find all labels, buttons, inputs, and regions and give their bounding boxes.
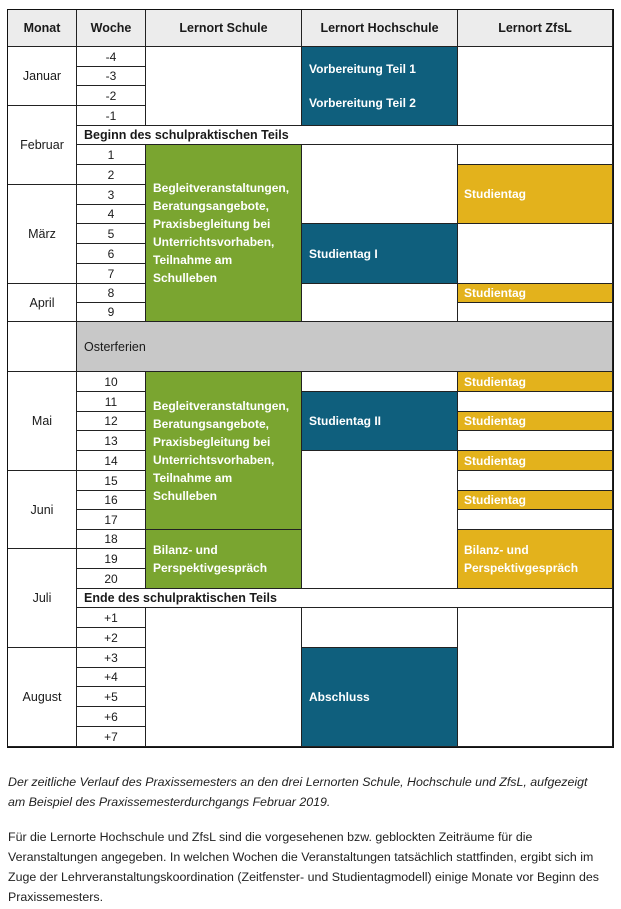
month-empty-osterferien [8,322,77,372]
week-cell: 2 [77,165,146,185]
week-cell: 1 [77,145,146,165]
schule-bilanzgespraech: Bilanz- und Perspektivgespräch [146,530,302,589]
week-cell: 14 [77,451,146,471]
zfsl-empty-cell [458,431,613,451]
month-august: August [8,648,77,747]
week-cell: 13 [77,431,146,451]
week-cell: 11 [77,392,146,412]
zfsl-studientag: Studientag [458,491,613,510]
week-cell: 3 [77,185,146,205]
week-cell: +7 [77,727,146,747]
month-juni: Juni [8,471,77,549]
zfsl-empty-cell [458,471,613,491]
zfsl-empty-cell [458,510,613,530]
week-cell: 15 [77,471,146,491]
week-cell: 4 [77,205,146,224]
week-cell: +2 [77,628,146,648]
vorbereitung-teil-2: Vorbereitung Teil 2 [309,96,416,110]
week-cell: 9 [77,303,146,322]
week-cell: 16 [77,491,146,510]
vorbereitung-teil-1: Vorbereitung Teil 1 [309,62,416,76]
hochschule-abschluss: Abschluss [302,648,458,747]
week-cell: 17 [77,510,146,530]
header-week: Woche [77,10,146,47]
week-cell: +3 [77,648,146,668]
schule-empty-cell [146,608,302,747]
zfsl-empty-cell [458,47,613,126]
week-cell: 12 [77,412,146,431]
week-cell: 7 [77,264,146,284]
banner-osterferien: Osterferien [77,322,613,372]
hochschule-vorbereitung [302,47,458,126]
hochschule-empty-cell [302,372,458,392]
header-lernort-hochschule: Lernort Hochschule [302,10,458,47]
week-cell: 19 [77,549,146,569]
banner-beginn: Beginn des schulpraktischen Teils [77,126,613,145]
zfsl-studientag: Studientag [458,284,613,303]
zfsl-empty-cell [458,608,613,747]
zfsl-studientag: Studientag [458,412,613,431]
zfsl-studientag: Studientag [458,165,613,224]
week-cell: +4 [77,668,146,687]
month-januar: Januar [8,47,77,106]
week-cell: -2 [77,86,146,106]
week-cell: -1 [77,106,146,126]
hochschule-empty-cell [302,451,458,589]
month-mai: Mai [8,372,77,471]
week-cell: -4 [77,47,146,67]
month-juli: Juli [8,549,77,648]
month-februar: Februar [8,106,77,185]
zfsl-bilanzgespraech: Bilanz- und Perspektivgespräch [458,530,613,589]
schule-empty-cell [146,47,302,126]
week-cell: 18 [77,530,146,549]
zfsl-studientag: Studientag [458,451,613,471]
week-cell: 8 [77,284,146,303]
zfsl-empty-cell [458,145,613,165]
banner-ende: Ende des schulpraktischen Teils [77,589,613,608]
week-cell: +5 [77,687,146,707]
week-cell: 6 [77,244,146,264]
schule-begleitveranstaltungen-block: Begleitveranstaltungen, Beratungsangebote, Praxisbegleitung bei Unterrichtsvorhaben, Teilnahme am Schulleben [146,145,302,322]
week-cell: +1 [77,608,146,628]
month-maerz: März [8,185,77,284]
header-lernort-schule: Lernort Schule [146,10,302,47]
week-cell: 20 [77,569,146,589]
zfsl-empty-cell [458,224,613,284]
zfsl-studientag: Studientag [458,372,613,392]
zfsl-empty-cell [458,392,613,412]
hochschule-empty-cell [302,145,458,224]
schule-begleitveranstaltungen-block: Begleitveranstaltungen, Beratungsangebote, Praxisbegleitung bei Unterrichtsvorhaben, Teilnahme am Schulleben [146,372,302,530]
hochschule-empty-cell [302,608,458,648]
header-month: Monat [8,10,77,47]
zfsl-empty-cell [458,303,613,322]
week-cell: 5 [77,224,146,244]
caption-body: Für die Lernorte Hochschule und ZfsL sind die vorgesehenen bzw. geblockten Zeiträume für die Veranstaltungen angegeben. In welchen Wochen die Veranstaltungen tatsächlich stattfinden, ergibt sich im Zuge der Lehrveranstaltungskoordination (Zeitfenster- und Studientagmodell) einige Monate vor Beginn des Praxissemesters. [8,830,599,904]
hochschule-studientag-1: Studientag I [302,224,458,284]
caption-italic: Der zeitliche Verlauf des Praxissemesters an den drei Lernorten Schule, Hochschule und ZfsL, aufgezeigt am Beispiel des Praxissemesterdurchgangs Februar 2019. [8,775,588,809]
week-cell: 10 [77,372,146,392]
header-lernort-zfsl: Lernort ZfsL [458,10,613,47]
week-cell: -3 [77,67,146,86]
hochschule-empty-cell [302,284,458,322]
week-cell: +6 [77,707,146,727]
hochschule-studientag-2: Studientag II [302,392,458,451]
month-april: April [8,284,77,322]
